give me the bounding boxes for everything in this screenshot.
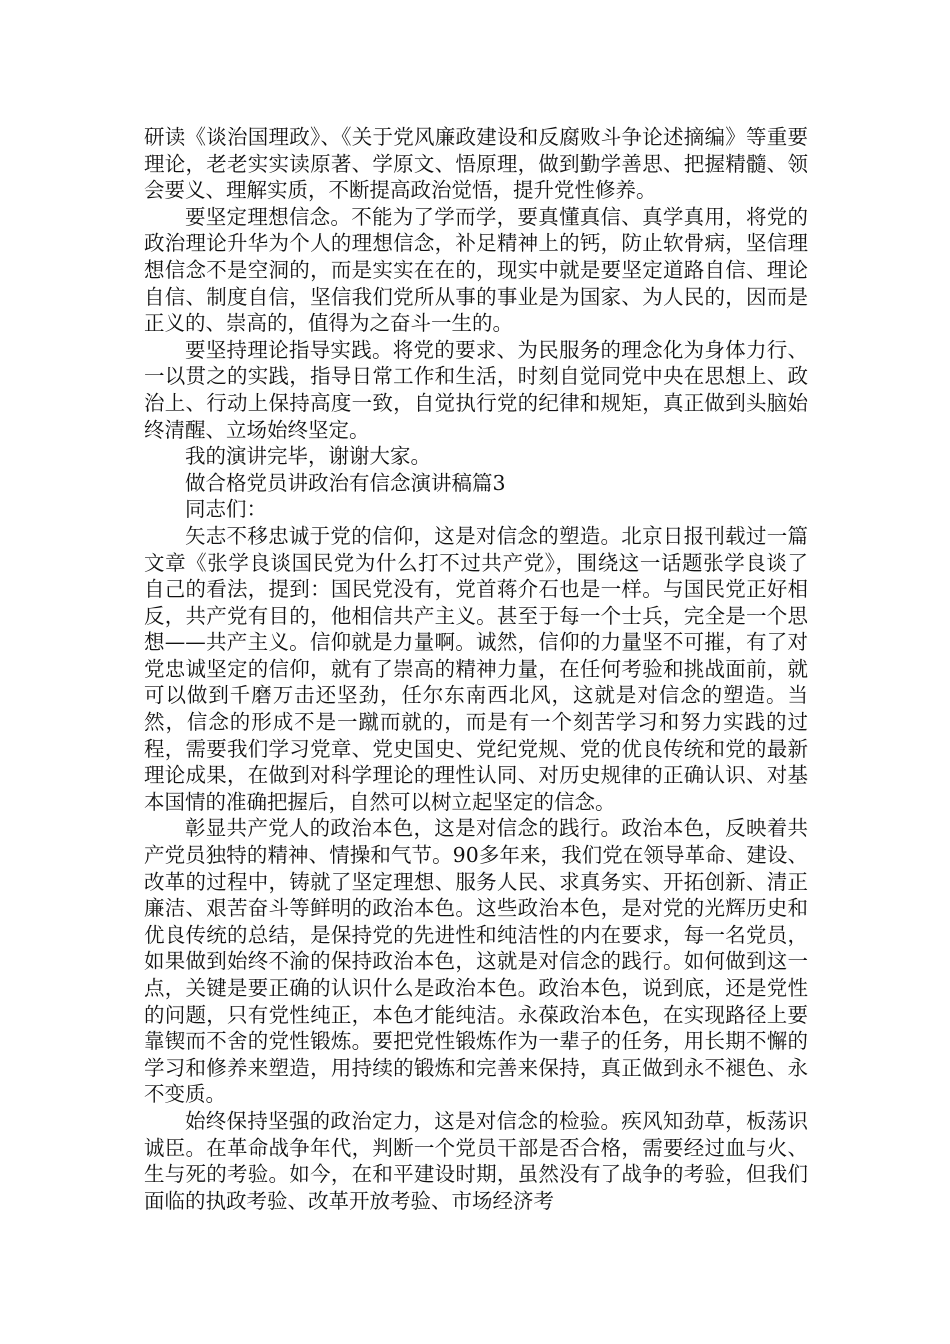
salutation: 同志们：	[185, 497, 267, 522]
paragraph-closing-thanks: 我的演讲完毕，谢谢大家。	[185, 444, 431, 469]
document-body	[144, 124, 808, 1214]
paragraph-political-character: 彰显共产党人的政治本色，这是对信念的践行。政治本色，反映着共产党员独特的精神、情操和气节。90多年来，我们党在领导革命、建设、改革的过程中，铸就了坚定理想、服务人民、求真务实、开拓创新、清正廉洁、艰苦奋斗等鲜明的政治本色。这些政治本色，是对党的光辉历史和优良传统的总结，是保持党的先进性和纯洁性的内在要求，每一名党员，如果做到始终不渝的保持政治本色，这就是对信念的践行。如何做到这一点，关键是要正确的认识什么是政治本色。政治本色，说到底，还是党性的问题，只有党性纯正，本色才能纯洁。永葆政治本色，在实现路径上要靠锲而不舍的党性锻炼。要把党性锻炼作为一辈子的任务，用长期不懈的学习和修养来塑造，用持续的锻炼和完善来保持，真正做到永不褪色、永不变质。	[144, 816, 808, 1107]
paragraph-theory-practice: 要坚持理论指导实践。将党的要求、为民服务的理念化为身体力行、一以贯之的实践，指导日常工作和生活，时刻自觉同党中央在思想上、政治上、行动上保持高度一致，自觉执行党的纪律和规矩，真正做到头脑始终清醒、立场始终坚定。	[144, 337, 808, 442]
section-title-speech-3: 做合格党员讲政治有信念演讲稿篇3	[185, 470, 506, 495]
paragraph-reading-theory: 研读《谈治国理政》、《关于党风廉政建设和反腐败斗争论述摘编》等重要理论，老老实实读原著、学原文、悟原理，做到勤学善思、把握精髓、领会要义、理解实质，不断提高政治觉悟，提升党性修养。	[144, 125, 808, 203]
paragraph-firm-ideals: 要坚定理想信念。不能为了学而学，要真懂真信、真学真用，将党的政治理论升华为个人的理想信念，补足精神上的钙，防止软骨病，坚信理想信念不是空洞的，而是实实在在的，现实中就是要坚定道路自信、理论自信、制度自信，坚信我们党所从事的事业是为国家、为人民的，因而是正义的、崇高的，值得为之奋斗一生的。	[144, 204, 808, 336]
paragraph-loyal-faith: 矢志不移忠诚于党的信仰，这是对信念的塑造。北京日报刊载过一篇文章《张学良谈国民党为什么打不过共产党》，围绕这一话题张学良谈了自己的看法，提到：国民党没有，党首蒋介石也是一样。与国民党正好相反，共产党有目的，他相信共产主义。甚至于每一个士兵，完全是一个思想——共产主义。信仰就是力量啊。诚然，信仰的力量坚不可摧，有了对党忠诚坚定的信仰，就有了崇高的精神力量，在任何考验和挑战面前，就可以做到千磨万击还坚劲，任尔东南西北风，这就是对信念的塑造。当然，信念的形成不是一蹴而就的，而是有一个刻苦学习和努力实践的过程，需要我们学习党章、党史国史、党纪党规、党的优良传统和党的最新理论成果，在做到对科学理论的理性认同、对历史规律的正确认识、对基本国情的准确把握后，自然可以树立起坚定的信念。	[144, 523, 808, 814]
paragraph-political-resolve: 始终保持坚强的政治定力，这是对信念的检验。疾风知劲草，板荡识诚臣。在革命战争年代，判断一个党员干部是否合格，需要经过血与火、生与死的考验。如今，在和平建设时期，虽然没有了战争的考验，但我们面临的执政考验、改革开放考验、市场经济考	[144, 1108, 808, 1213]
